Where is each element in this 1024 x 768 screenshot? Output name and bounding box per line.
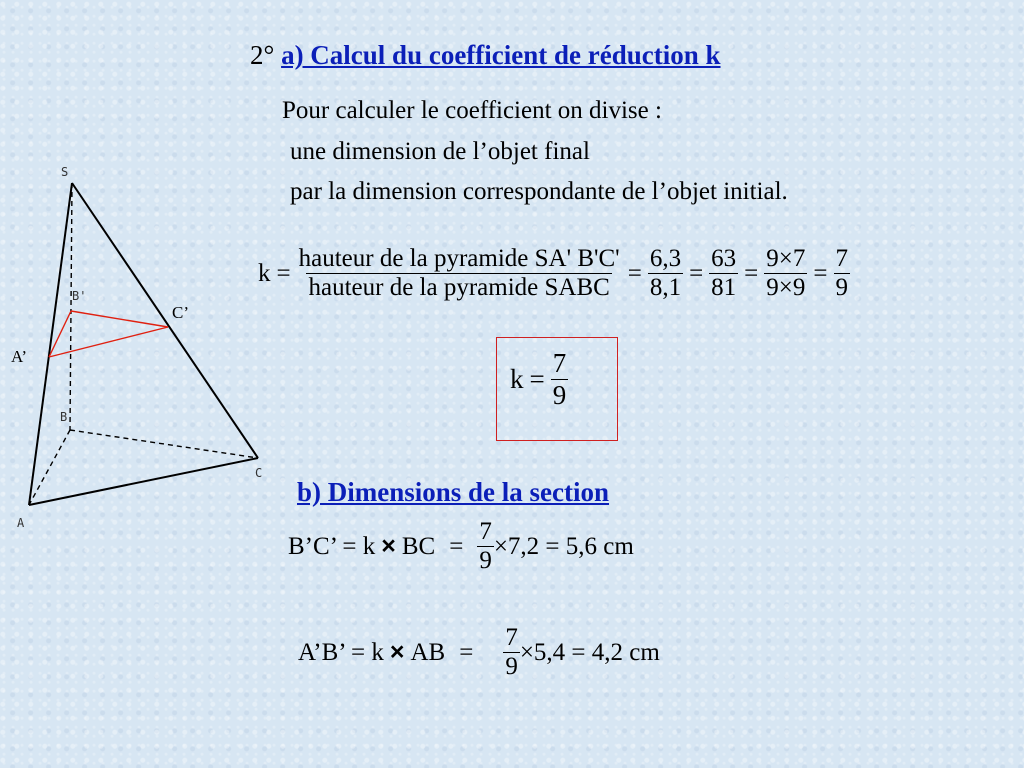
bc-mid: BC xyxy=(401,532,436,560)
ab-num: 7 xyxy=(505,624,518,651)
slide-title xyxy=(250,40,721,71)
equals-sign: = xyxy=(529,364,545,394)
edge-AC xyxy=(29,458,258,505)
bc-num: 7 xyxy=(479,518,492,545)
ab-den: 9 xyxy=(505,653,518,680)
ab-mid: AB xyxy=(410,638,446,666)
fraction-simplified-num: 7 xyxy=(835,245,848,272)
equals-sign: = xyxy=(449,532,464,560)
fraction-integer-den: 81 xyxy=(711,274,737,301)
edge-SC xyxy=(72,183,258,458)
ab-lhs: A’B’ = k xyxy=(298,638,384,666)
label-Bprime: B' xyxy=(72,289,87,303)
times-sign: × xyxy=(389,638,405,666)
pyramid-figure xyxy=(0,150,280,540)
fraction-simplified-den: 9 xyxy=(835,274,848,301)
k-result xyxy=(510,348,568,411)
label-B: B xyxy=(60,410,68,424)
equals-sign: = xyxy=(813,259,828,287)
section-edge-ApCp xyxy=(49,327,168,357)
bc-rest: ×7,2 = 5,6 cm xyxy=(493,532,634,560)
result-num: 7 xyxy=(552,348,567,378)
bc-lhs: B’C’ = k xyxy=(288,532,376,560)
label-Aprime: A’ xyxy=(11,347,28,366)
fraction-decimal-den: 8,1 xyxy=(649,274,682,301)
section-edge-BpCp xyxy=(71,311,168,327)
equals-sign: = xyxy=(744,259,759,287)
ab-calculation xyxy=(298,624,660,681)
edge-AB-hidden xyxy=(29,430,70,505)
equals-sign: = xyxy=(689,259,704,287)
ab-fraction xyxy=(503,624,520,681)
fraction-heights-num: hauteur de la pyramide SA' B'C' xyxy=(298,245,620,272)
fraction-heights xyxy=(297,245,622,302)
title-prefix: 2° xyxy=(250,40,275,70)
equals-sign: = xyxy=(276,259,291,287)
label-C: C xyxy=(255,466,263,480)
ab-rest: ×5,4 = 4,2 cm xyxy=(519,638,660,666)
fraction-factored xyxy=(764,245,807,302)
title-link[interactable]: a) Calcul du coefficient de réduction k xyxy=(281,40,721,70)
intro-line-1: Pour calculer le coefficient on divise : xyxy=(282,97,662,124)
label-S: S xyxy=(61,165,69,179)
label-A: A xyxy=(17,516,25,530)
fraction-heights-den: hauteur de la pyramide SABC xyxy=(308,274,610,301)
bc-fraction xyxy=(477,518,494,575)
fraction-decimal xyxy=(648,245,683,302)
fraction-factored-num: 9×7 xyxy=(766,245,806,272)
equals-sign: = xyxy=(459,638,474,666)
equals-sign: = xyxy=(627,259,642,287)
label-Cprime: C’ xyxy=(172,303,189,322)
section-b-title[interactable]: b) Dimensions de la section xyxy=(297,477,610,507)
edge-SB-hidden xyxy=(70,183,72,430)
intro-line-2: une dimension de l’objet final xyxy=(290,138,590,165)
result-lhs: k xyxy=(510,364,524,394)
bc-calculation xyxy=(288,518,634,575)
fraction-simplified xyxy=(834,245,851,302)
fraction-integer-num: 63 xyxy=(711,245,737,272)
edge-SA xyxy=(29,183,72,505)
bc-den: 9 xyxy=(479,547,492,574)
result-fraction xyxy=(551,348,569,411)
fraction-factored-den: 9×9 xyxy=(766,274,806,301)
fraction-decimal-num: 6,3 xyxy=(649,245,682,272)
edge-BC-hidden xyxy=(70,430,258,458)
fraction-integer xyxy=(709,245,738,302)
formula-lhs: k xyxy=(258,259,271,287)
times-sign: × xyxy=(381,532,396,560)
k-formula xyxy=(258,245,850,302)
result-den: 9 xyxy=(552,380,567,410)
intro-line-3: par la dimension correspondante de l’objet initial. xyxy=(290,178,788,205)
